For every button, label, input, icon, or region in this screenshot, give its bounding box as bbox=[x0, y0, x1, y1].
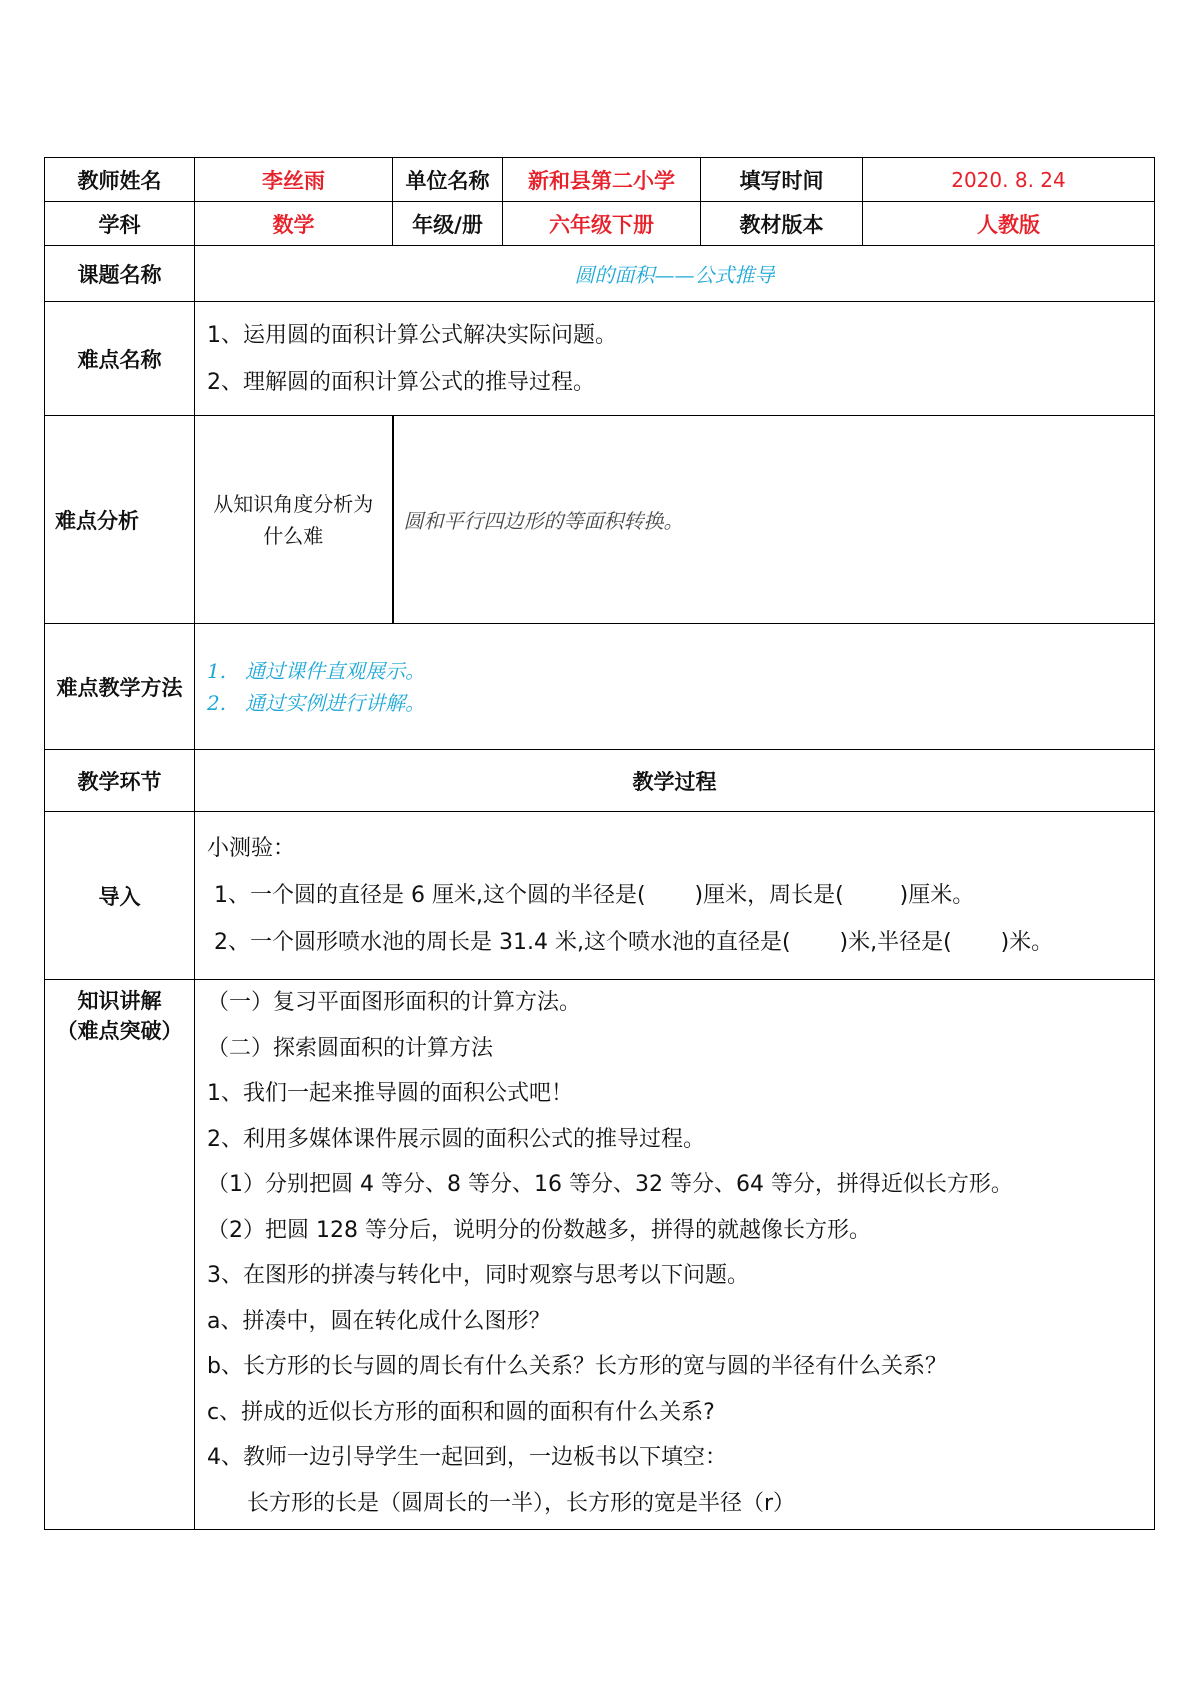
method-content bbox=[195, 624, 1155, 750]
date-value: 2020. 8. 24 bbox=[863, 158, 1155, 202]
intro-line-1: 小测验： bbox=[207, 836, 296, 861]
knowledge-content bbox=[195, 980, 1155, 1530]
analysis-value: 圆和平行四边形的等面积转换。 bbox=[393, 416, 1155, 624]
difficulty-content bbox=[195, 302, 1155, 416]
grade-label: 年级/册 bbox=[393, 202, 503, 246]
topic-label: 课题名称 bbox=[45, 246, 195, 302]
knowledge-line-3: 1、我们一起来推导圆的面积公式吧！ bbox=[207, 1081, 573, 1106]
knowledge-line-8: a、拼凑中，圆在转化成什么图形？ bbox=[207, 1308, 551, 1334]
grade-value: 六年级下册 bbox=[503, 202, 701, 246]
subject-value: 数学 bbox=[195, 202, 393, 246]
knowledge-label-line-1: 知识讲解 bbox=[77, 989, 162, 1013]
difficulty-row bbox=[45, 302, 1155, 416]
analysis-sub-label-line-2: 什么难 bbox=[263, 523, 324, 548]
knowledge-label-line-2: （难点突破） bbox=[56, 1019, 183, 1043]
method-label: 难点教学方法 bbox=[45, 624, 195, 750]
edition-label: 教材版本 bbox=[701, 202, 863, 246]
knowledge-row bbox=[45, 980, 1155, 1530]
knowledge-line-7: 3、在图形的拼凑与转化中，同时观察与思考以下问题。 bbox=[207, 1263, 749, 1288]
intro-row bbox=[45, 812, 1155, 980]
intro-label: 导入 bbox=[45, 812, 195, 980]
stage-label: 教学环节 bbox=[45, 750, 195, 812]
knowledge-line-5: （1）分别把圆 4 等分、8 等分、16 等分、32 等分、64 等分，拼得近似长方形。 bbox=[207, 1172, 1013, 1197]
process-label: 教学过程 bbox=[195, 750, 1155, 812]
analysis-label: 难点分析 bbox=[45, 416, 195, 624]
knowledge-line-12: 长方形的长是（圆周长的一半），长方形的宽是半径（r） bbox=[247, 1490, 796, 1516]
unit-value: 新和县第二小学 bbox=[503, 158, 701, 202]
knowledge-line-10: c、拼成的近似长方形的面积和圆的面积有什么关系? bbox=[207, 1399, 715, 1425]
difficulty-item-2: 2、理解圆的面积计算公式的推导过程。 bbox=[207, 369, 595, 395]
knowledge-line-9: b、长方形的长与圆的周长有什么关系？长方形的宽与圆的半径有什么关系？ bbox=[207, 1354, 947, 1379]
edition-value: 人教版 bbox=[863, 202, 1155, 246]
intro-line-3: 2、一个圆形喷水池的周长是 31.4 米,这个喷水池的直径是( )米,半径是( )米。 bbox=[207, 930, 1054, 955]
lesson-plan-table bbox=[44, 157, 1155, 1530]
analysis-sub-label bbox=[195, 416, 393, 624]
subject-label: 学科 bbox=[45, 202, 195, 246]
knowledge-line-11: 4、教师一边引导学生一起回到，一边板书以下填空： bbox=[207, 1445, 727, 1470]
difficulty-item-1: 1、运用圆的面积计算公式解决实际问题。 bbox=[207, 322, 617, 348]
knowledge-label bbox=[45, 980, 195, 1530]
header-row-2 bbox=[45, 202, 1155, 246]
intro-line-2: 1、一个圆的直径是 6 厘米,这个圆的半径是( )厘米，周长是( )厘米。 bbox=[207, 883, 975, 908]
knowledge-line-1: （一）复习平面图形面积的计算方法。 bbox=[207, 990, 582, 1015]
process-header-row bbox=[45, 750, 1155, 812]
teacher-value: 李丝雨 bbox=[195, 158, 393, 202]
knowledge-line-2: （二）探索圆面积的计算方法 bbox=[207, 1035, 494, 1061]
analysis-sub-label-line-1: 从知识角度分析为 bbox=[213, 491, 374, 516]
date-label: 填写时间 bbox=[701, 158, 863, 202]
topic-row bbox=[45, 246, 1155, 302]
intro-content bbox=[195, 812, 1155, 980]
knowledge-line-4: 2、利用多媒体课件展示圆的面积公式的推导过程。 bbox=[207, 1126, 705, 1152]
topic-value: 圆的面积——公式推导 bbox=[195, 246, 1155, 302]
lesson-plan-sheet bbox=[44, 157, 1154, 1530]
knowledge-line-6: （2）把圆 128 等分后，说明分的份数越多，拼得的就越像长方形。 bbox=[207, 1217, 871, 1243]
method-item-1: 1. 通过课件直观展示。 bbox=[207, 658, 426, 683]
analysis-row bbox=[45, 416, 1155, 624]
method-row bbox=[45, 624, 1155, 750]
teacher-label: 教师姓名 bbox=[45, 158, 195, 202]
header-row-1 bbox=[45, 158, 1155, 202]
method-item-2: 2. 通过实例进行讲解。 bbox=[207, 690, 426, 715]
difficulty-label: 难点名称 bbox=[45, 302, 195, 416]
unit-label: 单位名称 bbox=[393, 158, 503, 202]
